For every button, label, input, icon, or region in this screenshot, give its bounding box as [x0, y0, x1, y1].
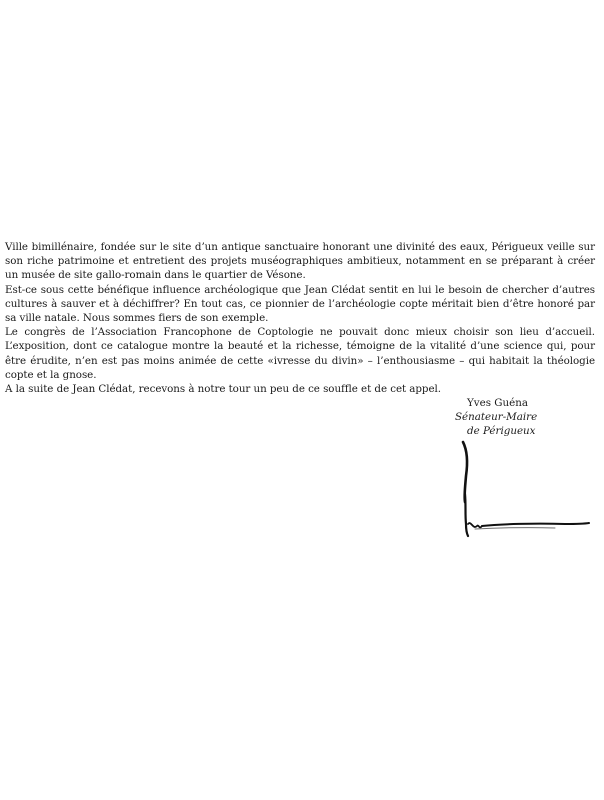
signatory-name: Yves Guéna [467, 397, 528, 409]
paragraph-2: Est-ce sous cette bénéfique influence archéologique que Jean Clédat sentit en lui le besoin de chercher d’autres cultures à sauver et à déchiffrer? En tout cas, ce pionnier de l’archéologie copte méritait bien d’être honoré par sa ville natale. Nous sommes fiers de son exemple. [5, 283, 595, 325]
letter-body [5, 240, 595, 396]
paragraph-1: Ville bimillénaire, fondée sur le site d’un antique sanctuaire honorant une divinité des eaux, Périgueux veille sur son riche patrimoine et entretient des projets muséographiques ambitieux, notamment en se préparant à créer un musée de site gallo-romain dans le quartier de Vésone. [5, 241, 595, 282]
paragraph-4: A la suite de Jean Clédat, recevons à notre tour un peu de ce souffle et de cet appel. [5, 383, 441, 396]
signatory-city: de Périgueux [467, 425, 536, 437]
signatory-title: Sénateur-Maire [455, 411, 538, 423]
handwritten-signature [455, 440, 595, 550]
signature-block [455, 396, 595, 438]
paragraph-3: Le congrès de l’Association Francophone de Coptologie ne pouvait donc mieux choisir son lieu d’accueil. L’exposition, dont ce catalogue montre la beauté et la richesse, témoigne de la vitalité d’une science qui, pour être érudite, n’en est pas moins animée de cette «ivresse du divin» – l’enthousiasme – qui habitait la théologie copte et la gnose. [5, 326, 595, 381]
